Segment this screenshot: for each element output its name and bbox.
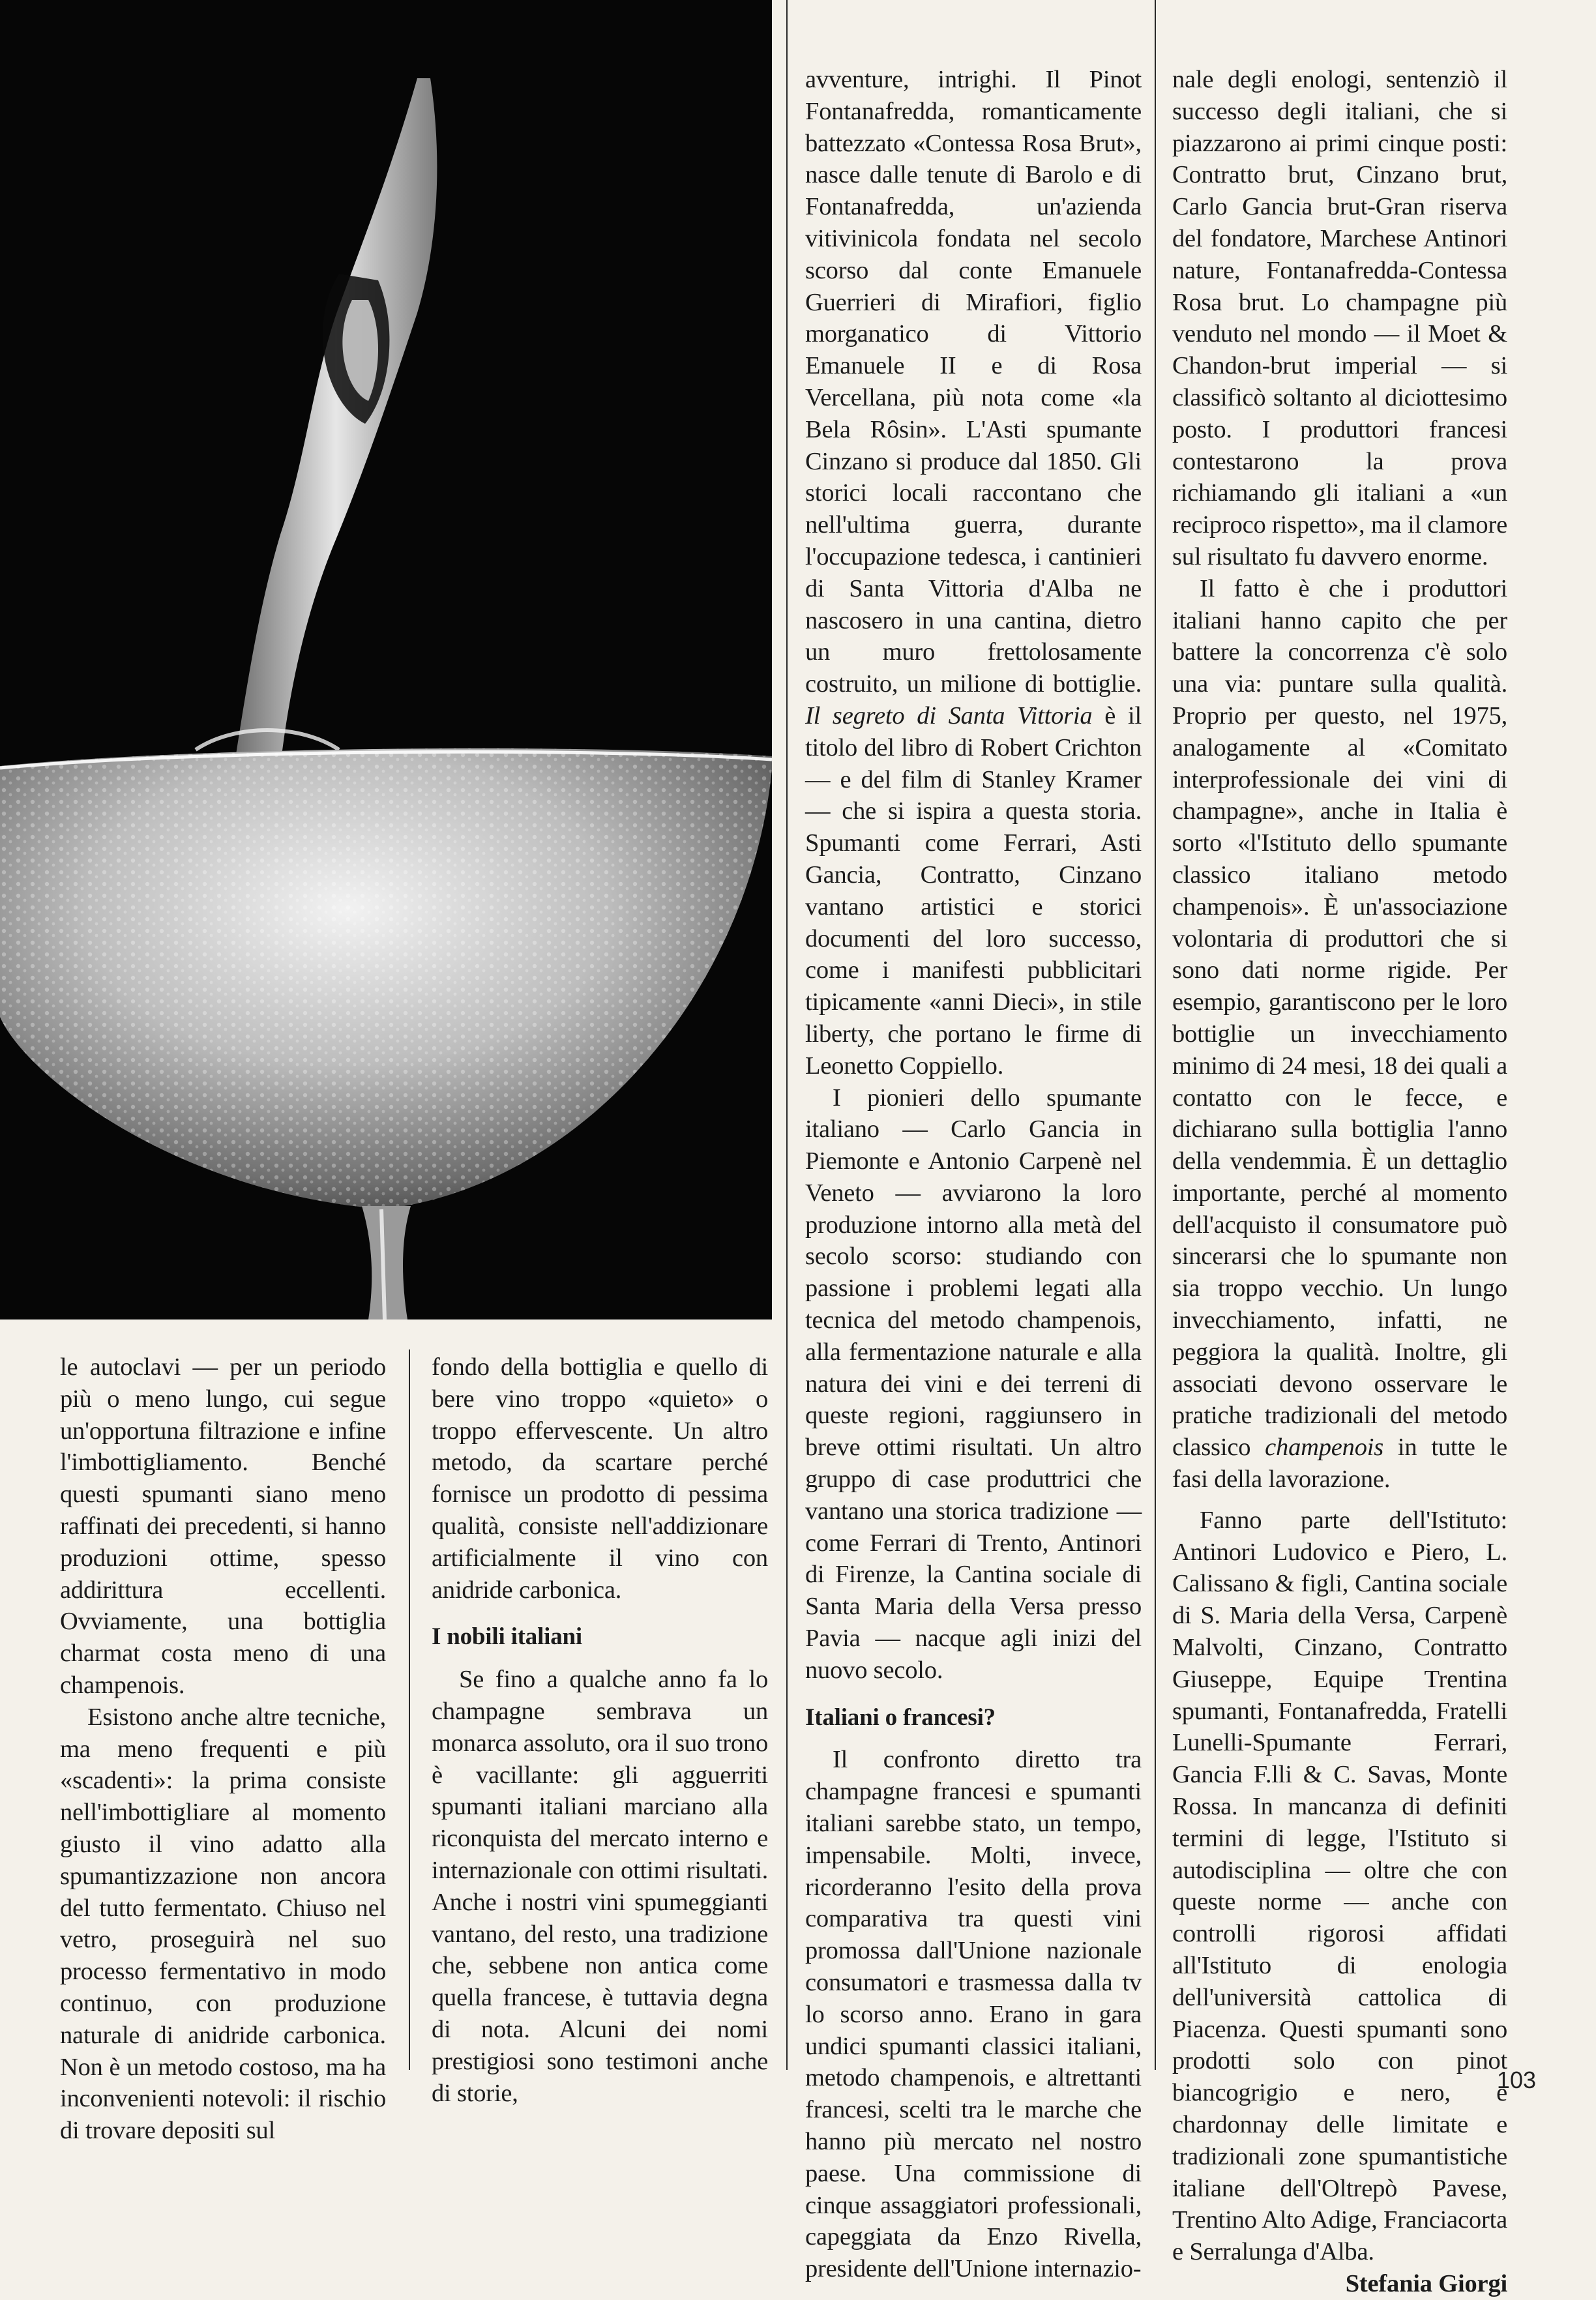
champagne-photo xyxy=(0,0,772,1320)
col-a-paragraph-1: le autoclavi — per un periodo più o meno lungo, cui segue un'opportuna filtrazione e infine l'imbottigliamento. Benché questi spumanti siano meno raffinati dei precedenti, si hanno produzioni ottime, spesso addirittura eccellenti. Ovviamente, una bottiglia charmat costa meno di una champenois. xyxy=(60,1353,386,1699)
column-d xyxy=(1172,64,1507,2300)
champagne-glass-illustration xyxy=(0,0,772,1320)
col-d-paragraph-3: Fanno parte dell'Istituto: Antinori Ludovico e Piero, L. Calissano & figli, Cantina sociale di S. Maria della Versa, Carpenè Malvolti, Cinzano, Contratto Giuseppe, Equipe Trentina spumanti, Fontanafredda, Fratelli Lunelli-Spumante Ferrari, Gancia F.lli & C. Savas, Monte Rossa. In mancanza di definiti termini di legge, l'Istituto si autodisciplina — oltre che con queste norme — anche con controlli rigorosi affidati all'Istituto di enologia dell'università cattolica di Piacenza. Questi spumanti sono prodotti solo con pinot biancogrigio e nero, e chardonnay delle limitate e tradizionali zone spumantistiche italiane dell'Oltrepò Pavese, Trentino Alto Adige, Franciacorta e Serralunga d'Alba. xyxy=(1172,1506,1507,2266)
col-d-paragraph-1: nale degli enologi, sentenziò il successo degli italiani, che si piazzarono ai primi cinque posti: Contratto brut, Cinzano brut, Carlo Gancia brut-Gran riserva del fondatore, Marchese Antinori nature, Fontanafredda-Contessa Rosa brut. Lo champagne più venduto nel mondo — il Moet & Chandon-brut imperial — si classificò soltanto al diciottesimo posto. I produttori francesi contestarono la prova richiamando gli italiani a «un reciproco rispetto», ma il clamore sul risultato fu davvero enorme. xyxy=(1172,66,1507,570)
col-c-paragraph-3: Il confronto diretto tra champagne francesi e spumanti italiani sarebbe stato, un tempo, impensabile. Molti, invece, ricorderanno l'esito della prova comparativa tra questi vini promossa dall'Unione nazionale consumatori e trasmessa dalla tv lo scorso anno. Erano in gara undici spumanti classici italiani, metodo champenois, e altrettanti francesi, scelti tra le marche che hanno più mercato nel nostro paese. Una commissione di cinque assaggiatori professionali, capeggiata da Enzo Rivella, presidente dell'Unione internazio- xyxy=(805,1746,1142,2283)
col-c-paragraph-2: I pionieri dello spumante italiano — Carlo Gancia in Piemonte e Antonio Carpenè nel Veneto — avviarono la loro produzione intorno alla metà del secolo scorso: studiando con passione i problemi legati alla tecnica del metodo champenois, alla fermentazione naturale e alla natura dei vini e dei terreni di queste regioni, raggiunsero in breve ottimi risultati. Un altro gruppo di case produttrici che vantano una storica tradizione — come Ferrari di Trento, Antinori di Firenze, la Cantina sociale di Santa Maria della Versa presso Pavia — nacque agli inizi del nuovo secolo. xyxy=(805,1084,1142,1684)
author-signature: Stefania Giorgi xyxy=(1345,2269,1507,2297)
col-a-paragraph-2: Esistono anche altre tecniche, ma meno frequenti e più «scadenti»: la prima consiste nell'imbottigliare al momento giusto il vino adatto alla spumantizzazione non ancora del tutto fermentato. Chiuso nel vetro, proseguirà nel suo processo fermentativo in modo continuo, con produzione naturale di anidride carbonica. Non è un metodo costoso, ma ha inconvenienti notevoli: il rischio di trovare depositi sul xyxy=(60,1703,386,2145)
col-c-paragraph-1: avventure, intrighi. Il Pinot Fontanafredda, romanticamente battezzato «Contessa Rosa Brut», nasce dalle tenute di Barolo e di Fontanafredda, un'azienda vitivinicola fondata nel secolo scorso dal conte Emanuele Guerrieri di Mirafiori, figlio morganatico di Vittorio Emanuele II e di Rosa Vercellana, più nota come «la Bela Rôsin». L'Asti spumante Cinzano si produce dal 1850. Gli storici locali raccontano che nell'ultima guerra, durante l'occupazione tedesca, i cantinieri di Santa Vittoria d'Alba ne nascosero in una cantina, dietro un muro frettolosamente costruito, un milione di bottiglie. Il segreto di Santa Vittoria è il titolo del libro di Robert Crichton — e del film di Stanley Kramer — che si ispira a questa storia. Spumanti come Ferrari, Asti Gancia, Contratto, Cinzano vantano artistici e storici documenti del loro successo, come i manifesti pubblicitari tipicamente «anni Dieci», in stile liberty, che portano le firme di Leonetto Coppiello. xyxy=(805,66,1142,1080)
column-rule-1 xyxy=(409,1349,410,2070)
column-b xyxy=(432,1351,768,2109)
section-heading-nobili: I nobili italiani xyxy=(432,1623,583,1651)
col-b-paragraph-1: fondo della bottiglia e quello di bere vino troppo «quieto» o troppo effervescente. Un altro metodo, da scartare perché fornisce un prodotto di pessima qualità, consiste nell'addizionare artificialmente il vino con anidride carbonica. xyxy=(432,1353,768,1604)
page-number: 103 xyxy=(1496,2067,1536,2093)
col-b-paragraph-2: Se fino a qualche anno fa lo champagne sembrava un monarca assoluto, ora il suo trono è vacillante: gli agguerriti spumanti italiani marciano alla riconquista del mercato interno e internazionale con ottimi risultati. Anche i nostri vini spumeggianti vantano, del resto, una tradizione che, sebbene non antica come quella francese, è tuttavia degna di nota. Alcuni dei nomi prestigiosi sono testimoni anche di storie, xyxy=(432,1666,768,2107)
column-c xyxy=(805,64,1142,2285)
col-d-paragraph-2: Il fatto è che i produttori italiani hanno capito che per battere la concorrenza c'è solo una via: puntare sulla qualità. Proprio per questo, nel 1975, analogamente al «Comitato interprofessionale dei vini di champagne», anche in Italia è sorto «l'Istituto dello spumante classico italiano metodo champenois». È un'associazione volontaria di produttori che si sono dati norme rigide. Per esempio, garantiscono per le loro bottiglie un invecchiamento minimo di 24 mesi, 18 dei quali a contatto con le fecce, e dichiarano sulla bottiglia l'anno della vendemmia. È un dettaglio importante, perché al momento dell'acquisto il consumatore può sincerarsi che lo spumante non sia troppo vecchio. Un lungo invecchiamento, infatti, ne peggiora la qualità. Inoltre, gli associati devono osservare le pratiche tradizionali del metodo classico champenois in tutte le fasi della lavorazione. xyxy=(1172,574,1507,1494)
column-rule-2 xyxy=(786,0,788,2070)
column-rule-3 xyxy=(1155,0,1156,2070)
section-heading-italiani-francesi: Italiani o francesi? xyxy=(805,1703,996,1731)
column-a xyxy=(60,1351,386,2147)
